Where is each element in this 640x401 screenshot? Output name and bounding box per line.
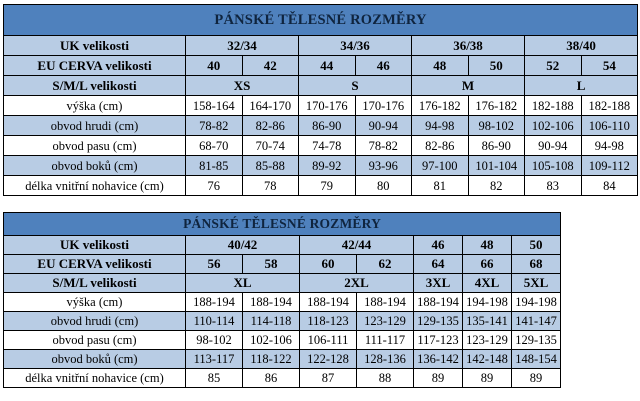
value-cell: 118-123 xyxy=(300,312,357,331)
value-cell: 86-90 xyxy=(299,116,356,136)
uk-size-cell: 40/42 xyxy=(186,236,300,255)
uk-size-cell: 36/38 xyxy=(412,36,525,56)
table-title: PÁNSKÉ TĚLESNÉ ROZMĚRY xyxy=(4,5,638,36)
eu-size-cell: 64 xyxy=(414,255,463,274)
value-cell: 78 xyxy=(242,176,299,196)
value-cell: 78-82 xyxy=(186,116,243,136)
value-cell: 111-117 xyxy=(357,331,414,350)
row-label: obvod hrudi (cm) xyxy=(4,312,186,331)
uk-size-cell: 48 xyxy=(463,236,512,255)
eu-size-cell: 58 xyxy=(243,255,300,274)
eu-size-cell: 52 xyxy=(525,56,582,76)
row-label: výška (cm) xyxy=(4,293,186,312)
sml-size-cell: 5XL xyxy=(512,274,561,293)
eu-size-cell: 56 xyxy=(186,255,243,274)
value-cell: 89 xyxy=(512,369,561,388)
row-label: obvod hrudi (cm) xyxy=(4,116,186,136)
value-cell: 109-112 xyxy=(581,156,638,176)
sml-size-cell: S xyxy=(299,76,412,96)
row-label: obvod pasu (cm) xyxy=(4,136,186,156)
value-cell: 101-104 xyxy=(468,156,525,176)
value-cell: 113-117 xyxy=(186,350,243,369)
table-row xyxy=(4,136,638,156)
value-cell: 86 xyxy=(243,369,300,388)
eu-size-cell: 60 xyxy=(300,255,357,274)
value-cell: 188-194 xyxy=(243,293,300,312)
value-cell: 97-100 xyxy=(412,156,469,176)
value-cell: 110-114 xyxy=(186,312,243,331)
eu-size-cell: 54 xyxy=(581,56,638,76)
value-cell: 117-123 xyxy=(414,331,463,350)
value-cell: 106-111 xyxy=(300,331,357,350)
value-cell: 118-122 xyxy=(243,350,300,369)
value-cell: 106-110 xyxy=(581,116,638,136)
value-cell: 85 xyxy=(186,369,243,388)
value-cell: 122-128 xyxy=(300,350,357,369)
value-cell: 128-136 xyxy=(357,350,414,369)
value-cell: 98-102 xyxy=(186,331,243,350)
value-cell: 74-78 xyxy=(299,136,356,156)
value-cell: 123-129 xyxy=(463,331,512,350)
value-cell: 87 xyxy=(300,369,357,388)
value-cell: 148-154 xyxy=(512,350,561,369)
sml-size-cell: 2XL xyxy=(300,274,414,293)
value-cell: 93-96 xyxy=(355,156,412,176)
value-cell: 194-198 xyxy=(512,293,561,312)
value-cell: 94-98 xyxy=(412,116,469,136)
value-cell: 90-94 xyxy=(355,116,412,136)
value-cell: 123-129 xyxy=(357,312,414,331)
table-row xyxy=(4,350,561,369)
row-label: výška (cm) xyxy=(4,96,186,116)
value-cell: 129-135 xyxy=(512,331,561,350)
value-cell: 170-176 xyxy=(299,96,356,116)
value-cell: 188-194 xyxy=(186,293,243,312)
eu-size-cell: 44 xyxy=(299,56,356,76)
sml-size-cell: 4XL xyxy=(463,274,512,293)
value-cell: 81 xyxy=(412,176,469,196)
uk-size-cell: 46 xyxy=(414,236,463,255)
value-cell: 89 xyxy=(463,369,512,388)
value-cell: 81-85 xyxy=(186,156,243,176)
value-cell: 90-94 xyxy=(525,136,582,156)
table-row xyxy=(4,369,561,388)
value-cell: 188-194 xyxy=(357,293,414,312)
eu-size-cell: 46 xyxy=(355,56,412,76)
sml-size-cell: XS xyxy=(186,76,299,96)
sml-size-label: S/M/L velikosti xyxy=(4,76,186,96)
value-cell: 158-164 xyxy=(186,96,243,116)
eu-size-cell: 66 xyxy=(463,255,512,274)
uk-size-cell: 38/40 xyxy=(525,36,638,56)
row-label: obvod pasu (cm) xyxy=(4,331,186,350)
uk-size-label: UK velikosti xyxy=(4,236,186,255)
row-label: délka vnitřní nohavice (cm) xyxy=(4,176,186,196)
sml-size-cell: XL xyxy=(186,274,300,293)
value-cell: 98-102 xyxy=(468,116,525,136)
value-cell: 85-88 xyxy=(242,156,299,176)
value-cell: 70-74 xyxy=(242,136,299,156)
sml-size-label: S/M/L velikosti xyxy=(4,274,186,293)
value-cell: 82-86 xyxy=(242,116,299,136)
value-cell: 86-90 xyxy=(468,136,525,156)
uk-size-cell: 42/44 xyxy=(300,236,414,255)
eu-size-cell: 40 xyxy=(186,56,243,76)
uk-size-label: UK velikosti xyxy=(4,36,186,56)
table-row xyxy=(4,96,638,116)
value-cell: 188-194 xyxy=(300,293,357,312)
eu-size-cell: 48 xyxy=(412,56,469,76)
value-cell: 176-182 xyxy=(412,96,469,116)
sml-size-cell: L xyxy=(525,76,638,96)
value-cell: 105-108 xyxy=(525,156,582,176)
value-cell: 188-194 xyxy=(414,293,463,312)
value-cell: 176-182 xyxy=(468,96,525,116)
table-row xyxy=(4,176,638,196)
value-cell: 82 xyxy=(468,176,525,196)
value-cell: 89 xyxy=(414,369,463,388)
value-cell: 102-106 xyxy=(243,331,300,350)
eu-size-label: EU CERVA velikosti xyxy=(4,56,186,76)
value-cell: 76 xyxy=(186,176,243,196)
table-row xyxy=(4,331,561,350)
value-cell: 89-92 xyxy=(299,156,356,176)
table-row xyxy=(4,312,561,331)
table-row xyxy=(4,116,638,136)
value-cell: 78-82 xyxy=(355,136,412,156)
value-cell: 170-176 xyxy=(355,96,412,116)
row-label: obvod boků (cm) xyxy=(4,350,186,369)
value-cell: 129-135 xyxy=(414,312,463,331)
eu-size-cell: 50 xyxy=(468,56,525,76)
value-cell: 141-147 xyxy=(512,312,561,331)
table-row xyxy=(4,293,561,312)
eu-size-cell: 68 xyxy=(512,255,561,274)
value-cell: 88 xyxy=(357,369,414,388)
row-label: obvod boků (cm) xyxy=(4,156,186,176)
value-cell: 79 xyxy=(299,176,356,196)
value-cell: 135-141 xyxy=(463,312,512,331)
eu-size-label: EU CERVA velikosti xyxy=(4,255,186,274)
value-cell: 136-142 xyxy=(414,350,463,369)
uk-size-cell: 32/34 xyxy=(186,36,299,56)
uk-size-cell: 50 xyxy=(512,236,561,255)
value-cell: 83 xyxy=(525,176,582,196)
value-cell: 80 xyxy=(355,176,412,196)
size-chart-table-2 xyxy=(3,212,561,388)
value-cell: 194-198 xyxy=(463,293,512,312)
eu-size-cell: 62 xyxy=(357,255,414,274)
row-label: délka vnitřní nohavice (cm) xyxy=(4,369,186,388)
table-title: PÁNSKÉ TĚLESNÉ ROZMĚRY xyxy=(4,213,561,236)
value-cell: 82-86 xyxy=(412,136,469,156)
size-chart-table-1 xyxy=(3,4,638,196)
value-cell: 84 xyxy=(581,176,638,196)
value-cell: 94-98 xyxy=(581,136,638,156)
value-cell: 182-188 xyxy=(581,96,638,116)
value-cell: 68-70 xyxy=(186,136,243,156)
value-cell: 164-170 xyxy=(242,96,299,116)
sml-size-cell: 3XL xyxy=(414,274,463,293)
uk-size-cell: 34/36 xyxy=(299,36,412,56)
value-cell: 142-148 xyxy=(463,350,512,369)
value-cell: 114-118 xyxy=(243,312,300,331)
table-row xyxy=(4,156,638,176)
sml-size-cell: M xyxy=(412,76,525,96)
value-cell: 182-188 xyxy=(525,96,582,116)
value-cell: 102-106 xyxy=(525,116,582,136)
eu-size-cell: 42 xyxy=(242,56,299,76)
